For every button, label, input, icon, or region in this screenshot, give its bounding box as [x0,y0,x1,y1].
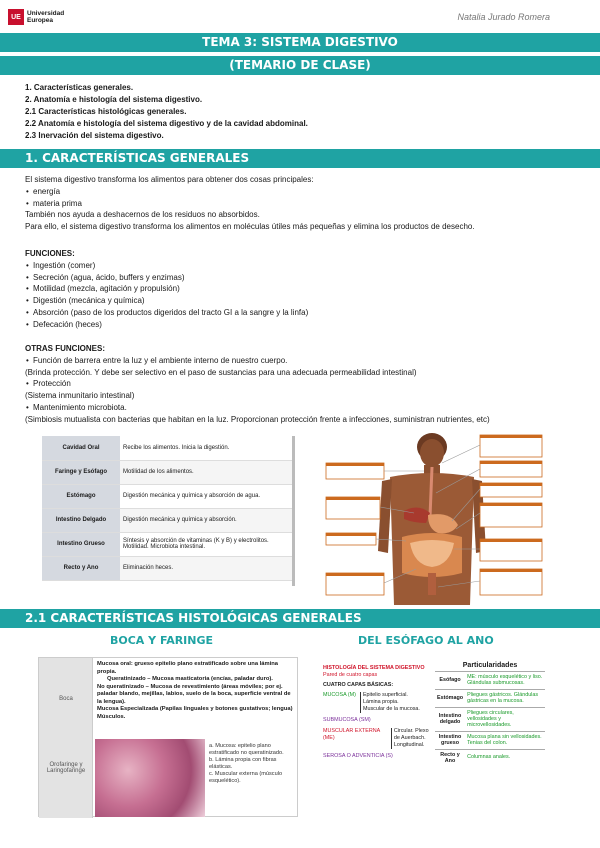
part-desc: ME: músculo esquelético y liso. Glándulas submucosas. [465,672,545,690]
mouth-line: Mucosa Especializada (Papilas linguales y botones gustativos; lengua) [97,706,293,712]
table-row [42,508,292,532]
table-row [435,749,545,766]
list-item: • Absorción (paso de los productos digeridos del tracto GI a la sangre y la linfa) [25,307,308,319]
list-item: • Digestión (mecánica y química) [25,295,308,307]
histology-title: HISTOLOGÍA DEL SISTEMA DIGESTIVO [323,665,425,671]
toc-item: 2.1 Características histológicas generales. [25,107,187,116]
functions-heading: FUNCIONES: [25,249,75,258]
digestive-anatomy-illustration [320,433,550,605]
muscular-parts: Circular. Plexo de Auerbach. Longitudinal. [391,728,433,749]
list-item: • energía [25,186,585,198]
histology-subtitle: Pared de cuatro capas [323,672,378,678]
table-row [435,672,545,690]
logo-mark: UE [8,9,24,25]
part-name: Estómago [435,689,465,707]
legend-item: c. Muscular externa (músculo esquelético). [209,771,283,784]
functions-block [25,248,308,331]
serosa-label: SEROSA O ADVENTICIA (S) [323,753,393,759]
part-name: Recto y Ano [435,749,465,766]
part-desc: Pliegues gástricos. Glándulas gástricas en la mucosa. [465,689,545,707]
section-1-heading: 1. CARACTERÍSTICAS GENERALES [0,149,600,168]
micrograph-image [95,739,205,817]
university-logo [8,9,64,25]
part-desc: Mucosa plana sin vellosidades. Tenias del colon. [465,731,545,749]
mucosa-parts: Epitelio superficial. Lámina propia. Muscular de la mucosa. [360,692,420,713]
organ-cell: Cavidad Oral [42,436,120,460]
mouth-line: No queratinizado – Mucosa de revestimiento (áreas móviles; por ej. paladar blando, mejillas, labios, suelo de la boca, superficie ventral de la lengua). [97,683,291,705]
table-of-contents [25,82,308,142]
layers-heading: CUATRO CAPAS BÁSICAS: [323,682,394,688]
note-text: (Sistema inmunitario intestinal) [25,391,135,401]
intro-paragraph [25,174,585,233]
part-desc: Pliegues circulares, vellosidades y microvellosidades. [465,707,545,731]
toc-item: 2.2 Anatomía e histología del sistema digestivo y de la cavidad abdominal. [25,119,308,128]
part-desc: Columnas anales. [465,749,545,766]
table-row [435,731,545,749]
legend-item: b. Lámina propia con fibras elásticas. [209,757,277,770]
list-item: • Secreción (agua, ácido, buffers y enzimas) [25,272,308,284]
muscular-label: MUSCULAR EXTERNA (ME) [323,728,380,741]
mouth-line: Mucosa oral: grueso epitelio plano estratificado sobre una lámina propia. [97,661,279,675]
document-title: TEMA 3: SISTEMA DIGESTIVO [0,33,600,52]
organ-cell: Intestino Grueso [42,532,120,556]
list-item: • Motilidad (mezcla, agitación y propulsión) [25,283,308,295]
organ-function-table [42,436,292,581]
organ-cell: Recto y Ano [42,556,120,580]
list-item: • Ingestión (comer) [25,260,308,272]
desc-cell: Eliminación heces. [120,556,292,580]
mouth-histology-box [38,657,298,817]
part-name: Intestino delgado [435,707,465,731]
organ-cell: Faringe y Esófago [42,460,120,484]
legend-item: a. Mucosa: epitelio plano estratificado no queratinizado. [209,743,284,756]
particularities-table [435,660,545,766]
intro-line-2: También nos ayuda a deshacernos de los residuos no absorbidos. [25,210,260,220]
logo-line-1: Universidad [27,10,65,17]
list-item: • Defecación (heces) [25,319,308,331]
table-row [435,689,545,707]
mouth-description [97,661,297,721]
table-row [42,484,292,508]
logo-line-2: Europea [27,17,54,24]
mouth-side-column [39,658,93,818]
pharynx-label: Orofaringe y Laringofaringe [46,762,86,774]
organ-cell: Estómago [42,484,120,508]
submucosa-label: SUBMUCOSA (SM) [323,717,371,723]
table-row [435,707,545,731]
mouth-line: Queratinizado – Mucosa masticatoria (encías, paladar duro). [107,676,273,682]
document-subtitle: (TEMARIO DE CLASE) [0,56,600,75]
particularities-heading: Particularidades [462,662,518,669]
table-shadow [292,436,295,586]
intro-line-3: Para ello, el sistema digestivo transforma los alimentos en moléculas útiles más pequeñas y elimina los productos de desecho. [25,222,475,232]
list-item: • Función de barrera entre la luz y el ambiente interno de nuestro cuerpo. [25,355,590,367]
note-text: (Simbiosis mutualista con bacterias que habitan en la luz. Proporcionan protección frente a infecciones, suministran nutrientes, etc) [25,414,490,424]
table-row [42,436,292,460]
subheading-mouth-pharynx: BOCA Y FARINGE [110,634,214,647]
mucosa-label: MUCOSA (M) [323,692,356,698]
page-header [0,0,600,32]
desc-cell: Síntesis y absorción de vitaminas (K y B) y electrolitos. Motilidad. Microbiota intestinal. [120,532,292,556]
author-name: Natalia Jurado Romera [457,12,550,22]
desc-cell: Recibe los alimentos. Inicia la digestión. [120,436,292,460]
desc-cell: Motilidad de los alimentos. [120,460,292,484]
desc-cell: Digestión mecánica y química y absorción. [120,508,292,532]
section-2-heading: 2.1 CARACTERÍSTICAS HISTOLÓGICAS GENERALES [0,609,600,628]
note-text: (Brinda protección. Y debe ser selectivo en el paso de sustancias para una adecuada permeabilidad intestinal) [25,367,417,377]
toc-item: 1. Características generales. [25,83,134,92]
table-row [42,460,292,484]
toc-item: 2.3 Inervación del sistema digestivo. [25,131,164,140]
desc-cell: Digestión mecánica y química y absorción de agua. [120,484,292,508]
list-item: • Protección [25,378,590,390]
part-name: Intestino grueso [435,731,465,749]
intro-line: El sistema digestivo transforma los alimentos para obtener dos cosas principales: [25,175,314,184]
list-item: • Mantenimiento microbiota. [25,402,590,414]
organ-cell: Intestino Delgado [42,508,120,532]
part-name: Esófago [435,672,465,690]
histology-layers-notes [323,665,433,760]
toc-item: 2. Anatomía e histología del sistema digestivo. [25,95,203,104]
list-item: • materia prima [25,198,585,210]
functions-list [25,260,308,331]
table-row [42,556,292,580]
other-functions-heading: OTRAS FUNCIONES: [25,344,105,353]
mouth-label: Boca [59,696,73,702]
micrograph-legend [209,743,297,785]
subheading-esophagus-anus: DEL ESÓFAGO AL ANO [358,634,494,647]
other-functions-block [25,343,590,426]
mouth-line: Músculos. [97,713,126,720]
intro-list [25,186,585,210]
table-row [42,532,292,556]
